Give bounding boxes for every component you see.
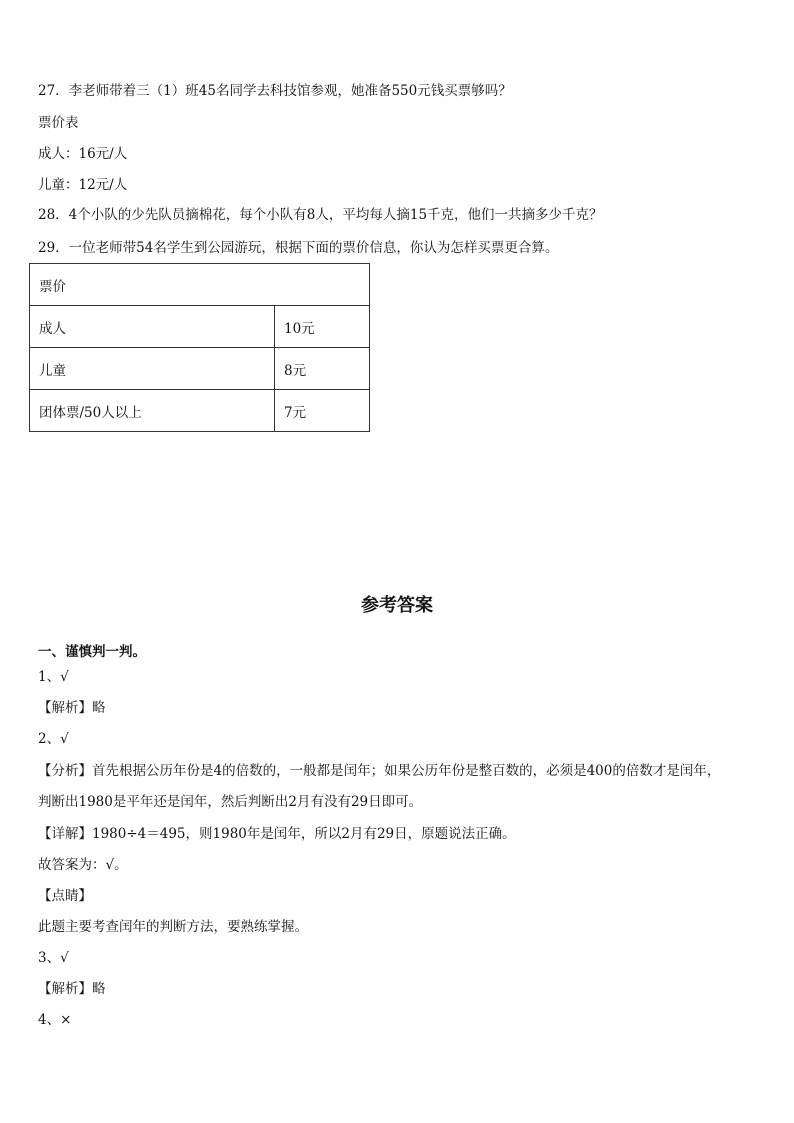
q27-child-price: 儿童：12元/人 — [38, 177, 128, 193]
answer-2-analysis-line2: 判断出1980是平年还是闰年，然后判断出2月有没有29日即可。 — [38, 794, 423, 810]
answers-title: 参考答案 — [361, 595, 433, 616]
question-29: 29．一位老师带54名学生到公园游玩，根据下面的票价信息，你认为怎样买票更合算。 — [38, 240, 559, 256]
q27-adult-price: 成人：16元/人 — [38, 146, 128, 162]
answer-2-comment: 此题主要考查闰年的判断方法，要熟练掌握。 — [38, 919, 308, 935]
table-row — [30, 390, 370, 432]
table-row — [30, 348, 370, 390]
table-row — [30, 306, 370, 348]
ticket-price-table — [29, 263, 370, 432]
section-heading: 一、谨慎判一判。 — [38, 644, 146, 660]
answer-1: 1、√ — [38, 669, 69, 685]
answer-2-analysis-line1: 【分析】首先根据公历年份是4的倍数的，一般都是闰年；如果公历年份是整百数的，必须是400的倍数才是闰年， — [38, 763, 721, 779]
answer-2-detail: 【详解】1980÷4＝495，则1980年是闰年，所以2月有29日，原题说法正确。 — [38, 826, 516, 842]
question-28: 28．4个小队的少先队员摘棉花，每个小队有8人，平均每人摘15千克，他们一共摘多少千克？ — [38, 207, 603, 223]
table-cell-label: 团体票/50人以上 — [30, 390, 275, 432]
table-cell-label: 儿童 — [30, 348, 275, 390]
answer-1-analysis: 【解析】略 — [38, 700, 106, 716]
question-27: 27．李老师带着三（1）班45名同学去科技馆参观，她准备550元钱买票够吗？ — [38, 83, 512, 99]
answer-4: 4、× — [38, 1012, 72, 1028]
table-cell-value: 8元 — [275, 348, 370, 390]
table-cell-value: 10元 — [275, 306, 370, 348]
q27-price-list-title: 票价表 — [38, 115, 79, 131]
answer-2-conclusion: 故答案为：√。 — [38, 857, 128, 873]
answer-3: 3、√ — [38, 950, 69, 966]
answer-2-comment-label: 【点睛】 — [38, 888, 92, 904]
answer-2: 2、√ — [38, 731, 69, 747]
table-cell-label: 成人 — [30, 306, 275, 348]
table-cell-value: 7元 — [275, 390, 370, 432]
answer-3-analysis: 【解析】略 — [38, 981, 106, 997]
table-header-cell: 票价 — [30, 264, 370, 306]
table-row — [30, 264, 370, 306]
